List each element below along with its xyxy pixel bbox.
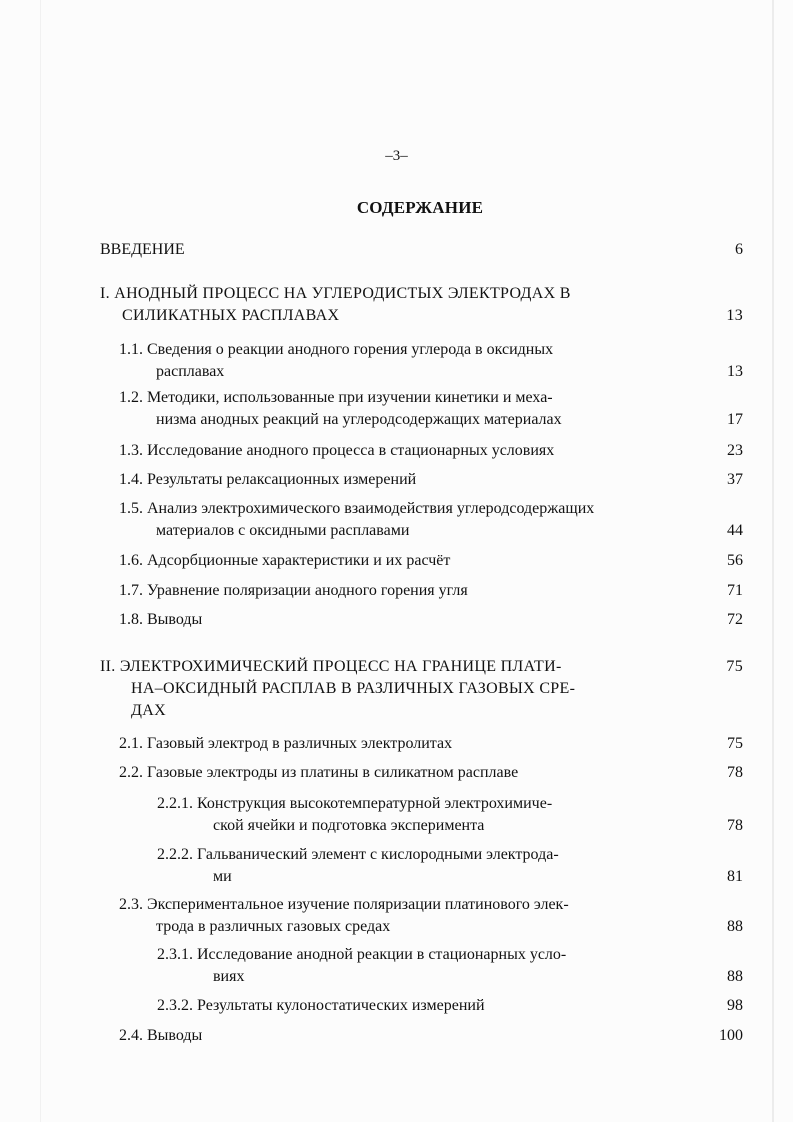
toc-entry-1-7 xyxy=(119,580,743,602)
toc-entry-page: 23 xyxy=(727,442,743,459)
toc-entry-intro xyxy=(100,239,743,261)
toc-entry-2-2 xyxy=(119,762,743,784)
toc-entry-2-3-1 xyxy=(157,944,743,988)
toc-entry-page: 56 xyxy=(727,552,743,569)
toc-entry-title: 2.2.2. Гальванический элемент с кислородными электрода- ми xyxy=(157,846,559,885)
toc-entry-1-8 xyxy=(119,609,743,631)
toc-entry-1-1 xyxy=(119,339,743,383)
toc-entry-title: 1.5. Анализ электрохимического взаимодействия углеродсодержащих материалов с оксидными расплавами xyxy=(119,500,595,539)
toc-entry-page: 13 xyxy=(726,307,743,324)
toc-entry-title: 2.3. Экспериментальное изучение поляризации платинового элек- трода в различных газовых средах xyxy=(119,896,569,935)
toc-entry-title: I. АНОДНЫЙ ПРОЦЕСС НА УГЛЕРОДИСТЫХ ЭЛЕКТРОДАХ В СИЛИКАТНЫХ РАСПЛАВАХ xyxy=(100,285,571,324)
toc-entry-page: 78 xyxy=(727,817,743,834)
page-edge-right xyxy=(772,0,774,1122)
toc-entry-title: II. ЭЛЕКТРОХИМИЧЕСКИЙ ПРОЦЕСС НА ГРАНИЦЕ ПЛАТИ- НА–ОКСИДНЫЙ РАСПЛАВ В РАЗЛИЧНЫХ ГАЗОВЫХ СРЕ- ДАХ xyxy=(100,658,576,719)
toc-entry-title: 2.4. Выводы xyxy=(119,1027,203,1044)
toc-entry-title: 1.3. Исследование анодного процесса в стационарных условиях xyxy=(119,442,555,459)
toc-entry-2-2-1 xyxy=(157,793,743,837)
toc-entry-page: 100 xyxy=(719,1027,743,1044)
toc-entry-page: 6 xyxy=(735,241,743,258)
toc-entry-page: 72 xyxy=(727,611,743,628)
toc-entry-title: 2.3.1. Исследование анодной реакции в стационарных усло- виях xyxy=(157,946,567,985)
toc-entry-page: 71 xyxy=(727,582,743,599)
toc-entry-title: 2.2. Газовые электроды из платины в силикатном расплаве xyxy=(119,764,519,781)
toc-entry-page: 81 xyxy=(727,868,743,885)
toc-entry-page: 98 xyxy=(727,997,743,1014)
toc-entry-title: 1.8. Выводы xyxy=(119,611,203,628)
toc-entry-2-1 xyxy=(119,733,743,755)
toc-entry-page: 75 xyxy=(726,658,743,675)
toc-entry-title: 1.7. Уравнение поляризации анодного горения угля xyxy=(119,582,468,599)
toc-entry-page: 88 xyxy=(727,918,743,935)
toc-entry-1-3 xyxy=(119,440,743,462)
toc-entry-page: 75 xyxy=(727,735,743,752)
page-number: –3– xyxy=(385,148,408,164)
toc-entry-title: 2.1. Газовый электрод в различных электролитах xyxy=(119,735,453,752)
toc-entry-title: 2.3.2. Результаты кулоностатических измерений xyxy=(157,997,485,1014)
toc-entry-chapter-1 xyxy=(100,283,743,327)
toc-entry-1-2 xyxy=(119,387,743,431)
toc-entry-page: 44 xyxy=(727,522,743,539)
toc-entry-1-5 xyxy=(119,498,743,542)
toc-entry-page: 37 xyxy=(727,471,743,488)
page-edge-left xyxy=(40,0,41,1122)
toc-entry-title: 1.1. Сведения о реакции анодного горения углерода в оксидных расплавах xyxy=(119,341,554,380)
toc-entry-page: 13 xyxy=(727,363,743,380)
toc-entry-2-2-2 xyxy=(157,844,743,888)
toc-entry-chapter-2 xyxy=(100,656,743,722)
toc-entry-title: ВВЕДЕНИЕ xyxy=(100,241,185,258)
toc-entry-title: 1.6. Адсорбционные характеристики и их расчёт xyxy=(119,552,451,569)
toc-entry-title: 2.2.1. Конструкция высокотемпературной электрохимиче- ской ячейки и подготовка эксперимента xyxy=(157,795,553,834)
toc-heading: СОДЕРЖАНИЕ xyxy=(356,198,484,217)
toc-entry-title: 1.4. Результаты релаксационных измерений xyxy=(119,471,417,488)
toc-entry-2-4 xyxy=(119,1025,743,1047)
toc-entry-1-4 xyxy=(119,469,743,491)
toc-entry-page: 88 xyxy=(727,968,743,985)
toc-entry-title: 1.2. Методики, использованные при изучении кинетики и меха- низма анодных реакций на углеродсодержащих материалах xyxy=(119,389,562,428)
toc-entry-1-6 xyxy=(119,550,743,572)
toc-entry-2-3 xyxy=(119,894,743,938)
toc-entry-page: 17 xyxy=(727,411,743,428)
toc-entry-page: 78 xyxy=(727,764,743,781)
toc-entry-2-3-2 xyxy=(157,995,743,1017)
